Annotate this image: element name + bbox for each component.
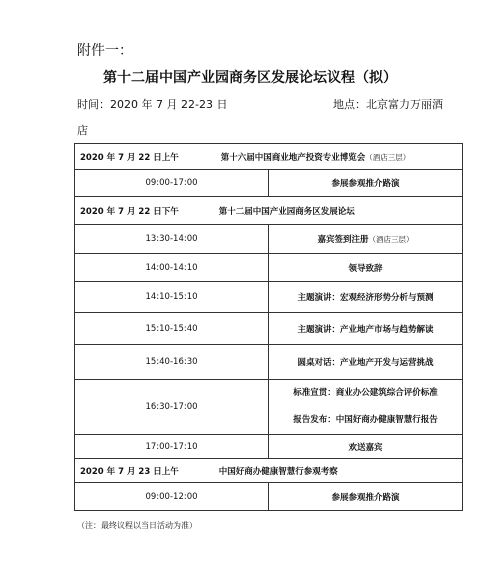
section-date: 2020 年 7 月 22 日上午 [80, 152, 179, 163]
attachment-label: 附件一： [77, 43, 133, 59]
event-time: 时间：2020 年 7 月 22-23 日 [77, 98, 228, 111]
table-row [75, 282, 463, 313]
content-cell: 参展参观推介路演 [269, 170, 463, 197]
table-row [75, 345, 463, 380]
time-cell: 09:00-17:00 [75, 170, 269, 197]
content-cell: 参展参观推介路演 [269, 483, 463, 511]
content-cell: 领导致辞 [269, 254, 463, 282]
content-cell: 主题演讲：宏观经济形势分析与预测 [269, 282, 463, 313]
time-cell: 17:00-17:10 [75, 435, 269, 459]
venue-note: （酒店三层） [368, 235, 414, 244]
page-title: 第十二届中国产业园商务区发展论坛议程（拟） [103, 70, 397, 86]
section-header-cell [75, 459, 463, 483]
section-header-day1-morning [75, 144, 463, 170]
content-cell [269, 380, 463, 435]
section-event: 中国好商办健康智慧行参观考察 [218, 466, 338, 477]
content-cell: 主题演讲：产业地产市场与趋势解读 [269, 313, 463, 345]
content-line: 报告发布：中国好商办健康智慧行报告 [293, 415, 438, 425]
table-row [75, 225, 463, 254]
time-cell: 14:00-14:10 [75, 254, 269, 282]
content-cell: 圆桌对话：产业地产开发与运营挑战 [269, 345, 463, 380]
time-cell: 15:40-16:30 [75, 345, 269, 380]
section-date: 2020 年 7 月 23 日上午 [80, 466, 179, 477]
section-date: 2020 年 7 月 22 日下午 [80, 206, 179, 217]
section-header-cell [75, 197, 463, 225]
table-row [75, 313, 463, 345]
time-cell: 16:30-17:00 [75, 380, 269, 435]
time-cell: 15:10-15:40 [75, 313, 269, 345]
content-cell [269, 225, 463, 254]
content-cell: 欢送嘉宾 [269, 435, 463, 459]
venue-note: （酒店三层） [365, 152, 411, 162]
time-cell: 13:30-14:00 [75, 225, 269, 254]
schedule-table [74, 143, 463, 511]
event-place-continued: 店 [77, 124, 88, 137]
table-row [75, 380, 463, 435]
section-header-day1-afternoon [75, 197, 463, 225]
footnote: （注：最终议程以当日活动为准） [77, 521, 197, 530]
section-event: 第十六届中国商业地产投资专业博览会 [220, 152, 366, 163]
table-row [75, 435, 463, 459]
time-cell: 14:10-15:10 [75, 282, 269, 313]
table-row [75, 170, 463, 197]
table-row [75, 483, 463, 511]
time-cell: 09:00-12:00 [75, 483, 269, 511]
content-line: 标准宣贯：商业办公建筑综合评价标准 [293, 388, 438, 398]
table-row [75, 254, 463, 282]
content-text: 嘉宾签到注册 [317, 235, 369, 245]
section-header-day2-morning [75, 459, 463, 483]
section-event: 第十二届中国产业园商务区发展论坛 [218, 206, 355, 217]
event-place: 地点：北京富力万丽酒 [333, 98, 443, 111]
section-header-cell [75, 144, 463, 170]
